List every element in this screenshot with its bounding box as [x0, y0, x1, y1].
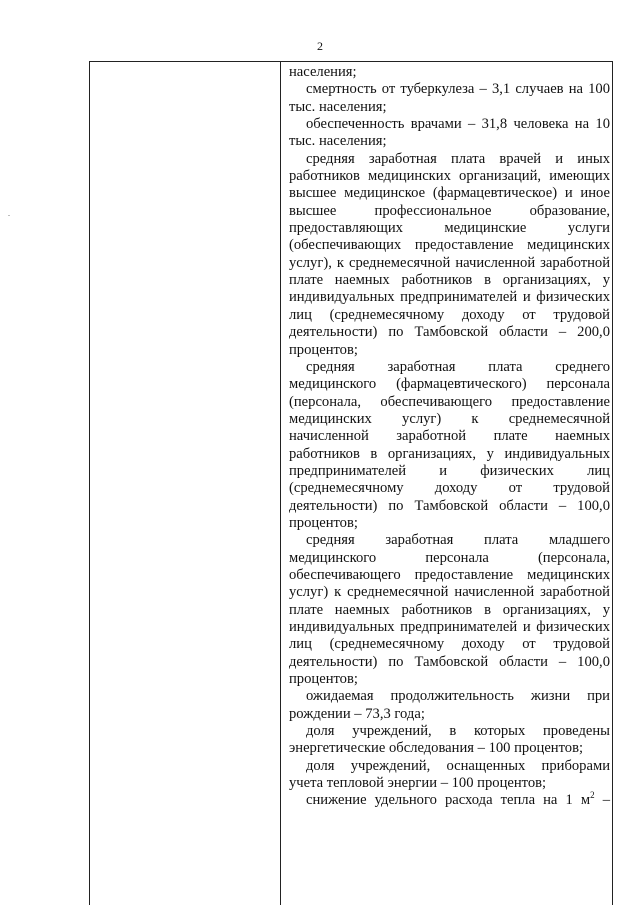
paragraph-mid-staff-salary: средняя заработная плата среднего медицинского (фармацевтического) персонала (персонала, обеспечивающего предоставление медицинских услуг) к среднемесячной начисленной заработной плате наемных работников в организациях, у индивидуальных предпринимателей и физических лиц (среднемесячному доходу от трудовой деятельности) по Тамбовской области – 100,0 процентов; — [289, 358, 610, 531]
heat-consumption-text: снижение удельного расхода тепла на 1 м — [306, 792, 591, 809]
paragraph-doctor-availability: обеспеченность врачами – 31,8 человека на 10 тыс. населения; — [289, 116, 610, 150]
margin-mark: . — [8, 209, 10, 218]
paragraph-junior-staff-salary: средняя заработная плата младшего медицинского персонала (персонала, обеспечивающего предоставление медицинских услуг) к среднемесячной начисленной заработной плате наемных работников в организациях, у индивидуальных предпринимателей и физических лиц (среднемесячному доходу от трудовой деятельности) по Тамбовской области – 100,0 процентов; — [289, 532, 610, 688]
paragraph-doctor-salary: средняя заработная плата врачей и иных работников медицинских организаций, имеющих высшее медицинское (фармацевтическое) и иное высшее профессиональное образование, предоставляющих медицинские услуги (обеспечивающих предоставление медицинских услуг), к среднемесячной начисленной заработной плате наемных работников в организациях, у индивидуальных предпринимателей и физических лиц (среднемесячному доходу от трудовой деятельности) по Тамбовской области – 200,0 процентов; — [289, 150, 610, 358]
table-text-column — [289, 64, 610, 810]
paragraph-life-expectancy: ожидаемая продолжительность жизни при рождении – 73,3 года; — [289, 688, 610, 722]
heat-consumption-tail: – — [594, 792, 610, 809]
table-column-divider — [280, 61, 281, 905]
paragraph-energy-audits: доля учреждений, в которых проведены энергетические обследования – 100 процентов; — [289, 723, 610, 757]
paragraph-continuation: населения; — [289, 64, 357, 80]
paragraph-heat-consumption — [289, 792, 610, 809]
paragraph-heat-meters: доля учреждений, оснащенных приборами учета тепловой энергии – 100 процентов; — [289, 757, 610, 792]
paragraph-tuberculosis-mortality: смертность от туберкулеза – 3,1 случаев на 100 тыс. населения; — [289, 81, 610, 115]
square-meter-superscript: 2 — [590, 790, 595, 801]
page-number: 2 — [317, 39, 323, 53]
